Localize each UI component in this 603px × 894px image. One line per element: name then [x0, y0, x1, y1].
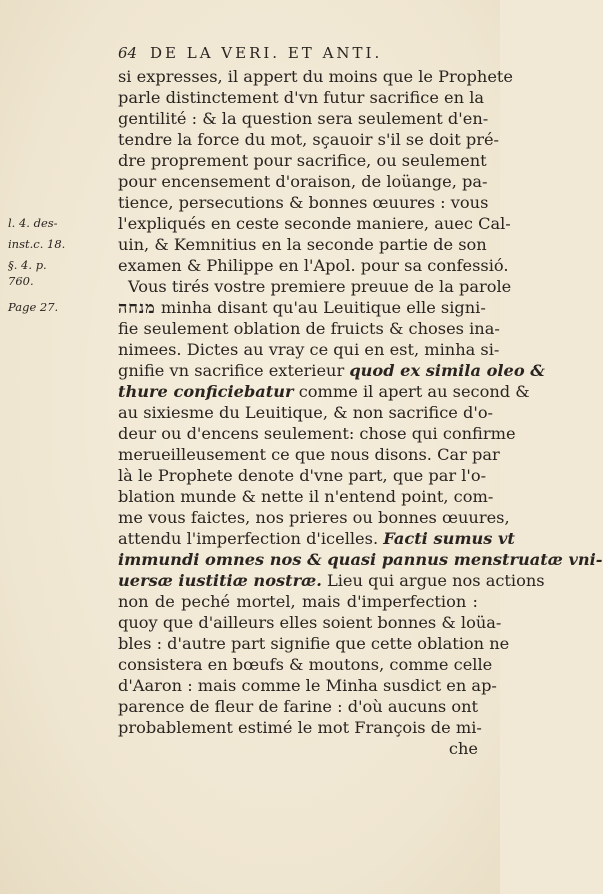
- marginal-note-line: §. 4. p.: [8, 258, 47, 272]
- latin-quote: Facti sumus vt: [383, 529, 515, 548]
- text-line: parle distinctement d'vn futur sacrifice en la: [118, 88, 485, 107]
- text-line: Vous tirés vostre premiere preuue de la parole: [128, 277, 512, 296]
- text-line: au sixiesme du Leuitique, & non sacrifice d'o-: [118, 403, 494, 422]
- text-line: [118, 297, 486, 318]
- marginal-note-1: [8, 213, 113, 234]
- text-line: [118, 360, 545, 381]
- catchword: che: [448, 739, 478, 758]
- marginal-note-line: l. 4. des-: [8, 216, 58, 230]
- text-line: blation munde & nette il n'entend point, com-: [118, 487, 494, 506]
- text-line: parence de fleur de farine : d'où aucuns ont: [118, 697, 478, 716]
- text-line: si expresses, il appert du moins que le Prophete: [118, 67, 513, 86]
- page-number: 64: [118, 44, 138, 62]
- body-text: [118, 66, 603, 759]
- latin-quote: uersæ iustitiæ nostræ.: [118, 571, 322, 590]
- text-line: là le Prophete denote d'vne part, que par l'o-: [118, 466, 487, 485]
- marginal-note-line: inst.c. 18.: [8, 237, 66, 251]
- text-span: attendu l'imperfection d'icelles.: [118, 529, 379, 548]
- running-head: DE LA VERI. ET ANTI.: [150, 44, 383, 62]
- text-line: merueilleusement ce que nous disons. Car par: [118, 445, 500, 464]
- text-line: me vous faictes, nos prieres ou bonnes œuures,: [118, 508, 510, 527]
- text-line: tendre la force du mot, sçauoir s'il se doit pré-: [118, 130, 500, 149]
- marginal-note-line: Page 27.: [8, 300, 59, 314]
- marginal-note-5: [8, 297, 113, 318]
- text-line: l'expliqués en ceste seconde maniere, auec Cal-: [118, 214, 511, 233]
- text-line: non de peché mortel, mais d'imperfection :: [118, 592, 478, 611]
- text-line: deur ou d'encens seulement: chose qui confirme: [118, 424, 516, 443]
- page-header: [118, 44, 478, 66]
- text-line: [118, 381, 530, 402]
- text-span: minha disant qu'au Leuitique elle signi-: [160, 298, 486, 317]
- text-line: dre proprement pour sacrifice, ou seulement: [118, 151, 487, 170]
- text-line: probablement estimé le mot François de mi-: [118, 718, 482, 737]
- text-line: [118, 528, 515, 549]
- marginal-note-2: [8, 234, 113, 255]
- text-span: comme il apert au second &: [298, 382, 530, 401]
- hebrew-word: מנחה: [118, 298, 156, 317]
- text-line: fie seulement oblation de fruicts & choses ina-: [118, 319, 500, 338]
- latin-quote: thure conficiebatur: [118, 382, 294, 401]
- latin-quote: quod ex simila oleo &: [349, 361, 545, 380]
- text-line: d'Aaron : mais comme le Minha susdict en ap-: [118, 676, 497, 695]
- text-line: examen & Philippe en l'Apol. pour sa confessió.: [118, 256, 509, 275]
- text-line: nimees. Dictes au vray ce qui en est, minha si-: [118, 340, 500, 359]
- text-line: gentilité : & la question sera seulement d'en-: [118, 109, 489, 128]
- text-line: [118, 549, 603, 570]
- text-line: pour encensement d'oraison, de loüange, pa-: [118, 172, 488, 191]
- marginal-note-4: [8, 271, 113, 292]
- marginal-note-line: 760.: [8, 274, 34, 288]
- text-line: bles : d'autre part signifie que cette oblation ne: [118, 634, 510, 653]
- latin-quote: immundi omnes nos & quasi pannus menstruatæ vni-: [118, 550, 603, 569]
- text-span: gnifie vn sacrifice exterieur: [118, 361, 345, 380]
- text-line: quoy que d'ailleurs elles soient bonnes & loüa-: [118, 613, 502, 632]
- text-line: [118, 570, 545, 591]
- text-line: consistera en bœufs & moutons, comme celle: [118, 655, 493, 674]
- text-span: Lieu qui argue nos actions: [327, 571, 545, 590]
- text-line: uin, & Kemnitius en la seconde partie de son: [118, 235, 487, 254]
- text-line: tience, persecutions & bonnes œuures : vous: [118, 193, 489, 212]
